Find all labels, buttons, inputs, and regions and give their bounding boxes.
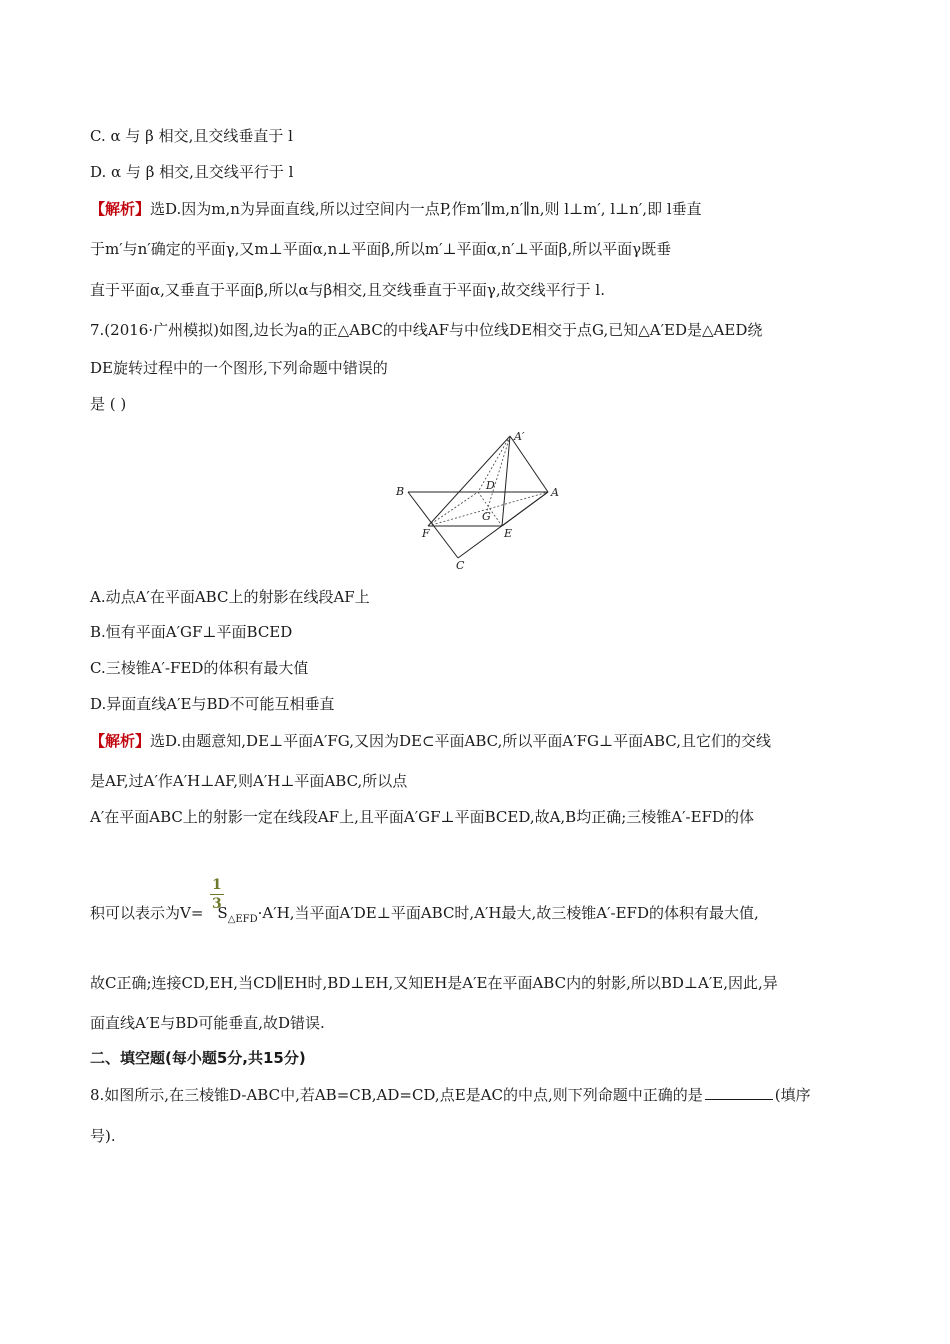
analysis-text: 选D.因为m,n为异面直线,所以过空间内一点P,作m′∥m,n′∥n,则 l⊥m′, l⊥n′,即 l垂直 [150,200,702,218]
section-heading-fill-in: 二、填空题(每小题5分,共15分) [90,1049,306,1067]
question-7-line2: DE旋转过程中的一个图形,下列命题中错误的 [90,359,388,377]
question-8-line2: 号). [90,1127,116,1145]
analysis-6-line1 [90,199,702,219]
analysis-tag: 【解析】 [90,200,151,218]
label-F: F [422,527,430,540]
label-A-prime: A′ [514,430,525,443]
option-d: D.异面直线A′E与BD不可能互相垂直 [90,695,335,713]
segment-A1F [428,436,510,526]
volume-formula-rest: ·A′H,当平面A′DE⊥平面ABC时,A′H最大,故三棱锥A′-EFD的体积有最大值, [257,904,759,922]
label-B: B [396,485,405,498]
segment-A1E [502,436,510,526]
fraction-numerator: 1 [212,877,222,893]
segment-FD [428,492,478,526]
question-8-text: 8.如图所示,在三棱锥D-ABC中,若AB=CB,AD=CD,点E是AC的中点,则下列命题中正确的是 [90,1086,703,1104]
analysis-7-line1 [90,731,771,751]
option-c-prev: C. α 与 β 相交,且交线垂直于 l [90,127,293,145]
analysis-7-line3: A′在平面ABC上的射影一定在线段AF上,且平面A′GF⊥平面BCED,故A,B均正确;三棱锥A′-EFD的体 [90,808,754,826]
label-E: E [504,527,513,540]
option-d-prev: D. α 与 β 相交,且交线平行于 l [90,163,294,181]
analysis-7-line5: 故C正确;连接CD,EH,当CD∥EH时,BD⊥EH,又知EH是A′E在平面ABC内的射影,所以BD⊥A′E,因此,异 [90,974,778,992]
question-8-line1 [90,1085,811,1105]
label-C: C [456,559,465,572]
question-7-line1: 7.(2016·广州模拟)如图,边长为a的正△ABC的中线AF与中位线DE相交于点G,已知△A′ED是△AED绕 [90,321,763,339]
segment-A1A [510,436,548,492]
label-A: A [551,486,559,499]
question-7-line3: 是 ( ) [90,395,127,413]
analysis-6-line3: 直于平面α,又垂直于平面β,所以α与β相交,且交线垂直于平面γ,故交线平行于 l. [90,281,605,299]
option-a: A.动点A′在平面ABC上的射影在线段AF上 [90,588,370,606]
fraction-denominator: 3 [212,896,222,912]
area-subscript: △EFD [227,914,258,925]
analysis-7-line4 [90,903,759,930]
analysis-7-line6: 面直线A′E与BD可能垂直,故D错误. [90,1014,325,1032]
label-D: D [486,479,495,492]
answer-blank[interactable] [705,1085,773,1100]
label-G: G [482,510,491,523]
analysis-tag: 【解析】 [90,732,151,750]
question-8-suffix: (填序 [774,1086,811,1104]
geometry-figure [390,428,570,573]
segment-EA [502,492,548,526]
area-symbol: S [217,904,228,922]
analysis-6-line2: 于m′与n′确定的平面γ,又m⊥平面α,n⊥平面β,所以m′⊥平面α,n′⊥平面β,所以平面γ既垂 [90,240,672,258]
analysis-text: 选D.由题意知,DE⊥平面A′FG,又因为DE⊂平面ABC,所以平面A′FG⊥平面ABC,且它们的交线 [150,732,771,750]
analysis-7-line2: 是AF,过A′作A′H⊥AF,则A′H⊥平面ABC,所以点 [90,772,408,790]
option-b: B.恒有平面A′GF⊥平面BCED [90,623,293,641]
volume-formula-prefix: 积可以表示为V= [90,904,204,922]
option-c: C.三棱锥A′-FED的体积有最大值 [90,659,309,677]
